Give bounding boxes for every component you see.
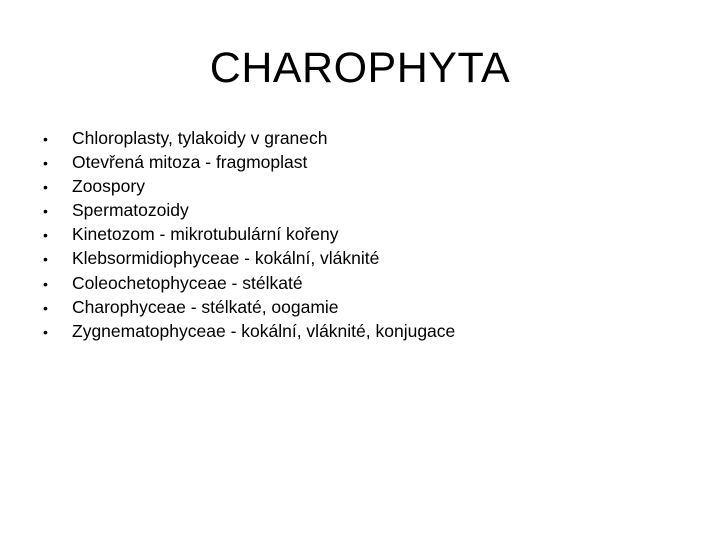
bullet-text: Chloroplasty, tylakoidy v granech [72, 128, 328, 148]
bullet-text: Zoospory [72, 176, 145, 197]
bullet-icon: • [43, 203, 48, 220]
bullet-icon: • [43, 131, 48, 147]
bullet-item [40, 319, 680, 343]
bullet-text: Otevřená mitoza - fragmoplast [72, 152, 308, 173]
bullet-text: Kinetozom - mikrotubulární kořeny [72, 224, 339, 245]
bullet-icon: • [43, 299, 48, 316]
bullet-item [40, 150, 680, 174]
slide-title [0, 42, 720, 94]
bullet-text: Charophyceae - stélkaté, oogamie [72, 296, 339, 317]
slide-title-text: CHAROPHYTA [209, 44, 511, 92]
bullet-icon: • [43, 227, 48, 244]
bullet-text: Coleochetophyceae - stélkaté [72, 272, 303, 293]
bullet-text: Zygnematophyceae - kokální, vláknité, konjugace [72, 320, 456, 341]
bullet-item [40, 295, 680, 319]
bullet-icon: • [43, 155, 48, 172]
bullet-icon: • [43, 323, 48, 340]
bullet-icon: • [43, 275, 48, 292]
bullet-item [40, 246, 680, 270]
bullet-icon: • [43, 179, 48, 196]
bullet-item [40, 174, 680, 198]
bullet-item [40, 271, 680, 295]
bullet-item [40, 198, 680, 222]
bullet-text: Spermatozoidy [72, 200, 189, 221]
bullet-icon: • [43, 251, 48, 268]
bullet-text: Klebsormidiophyceae - kokální, vláknité [72, 248, 380, 269]
bullet-list [40, 126, 680, 343]
bullet-item [40, 222, 680, 246]
bullet-item [40, 126, 680, 150]
